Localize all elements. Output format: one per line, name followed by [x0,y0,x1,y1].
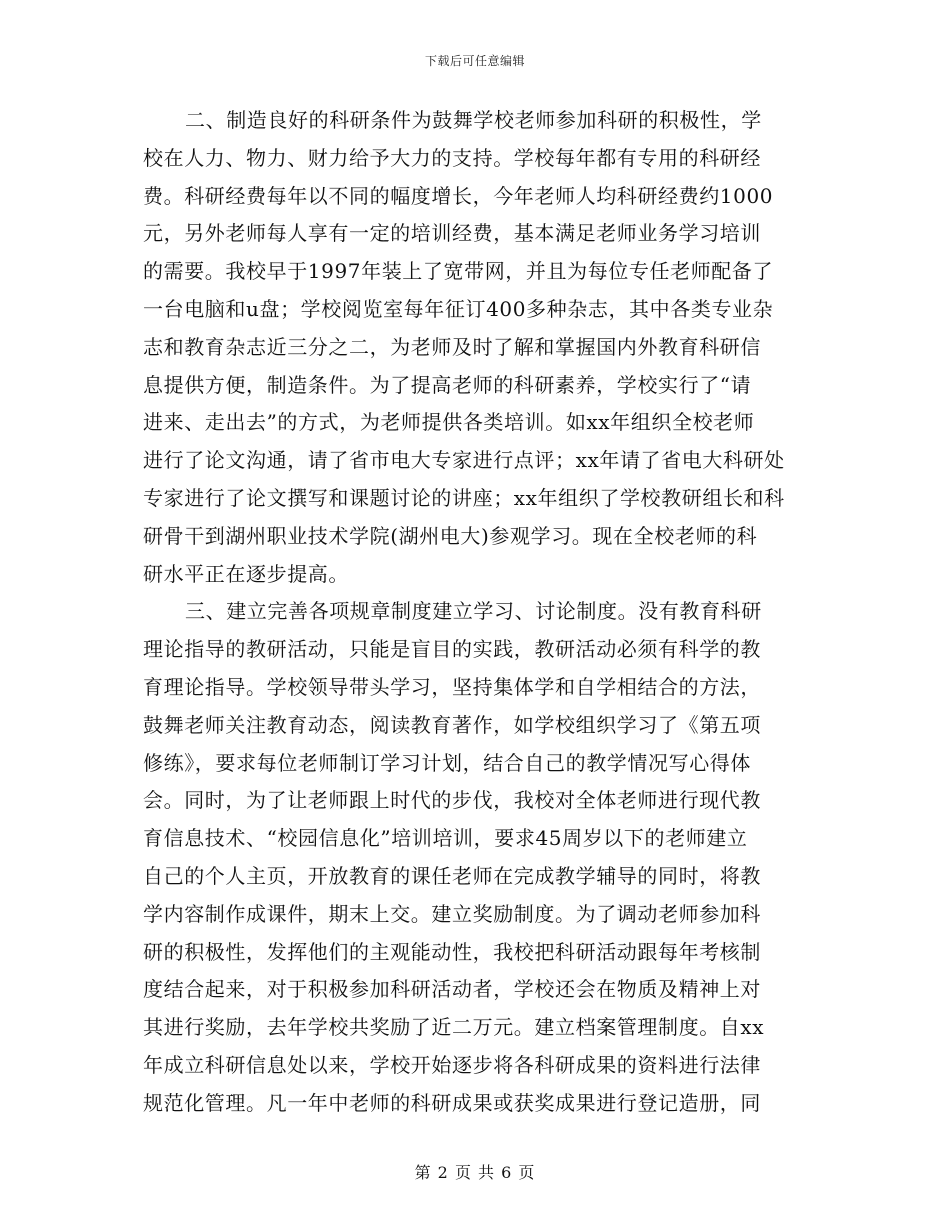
text-line: 进来、走出去”的方式，为老师提供各类培训。如xx年组织全校老师 [143,410,755,435]
text-line: 年成立科研信息处以来，学校开始逐步将各科研成果的资料进行法律 [143,1052,761,1077]
text-line: 研的积极性，发挥他们的主观能动性，我校把科研活动跟每年考核制 [143,939,761,964]
paragraph-2 [143,102,803,593]
page-footer [0,1160,950,1183]
text-line: 修练》，要求每位老师制订学习计划，结合自己的教学情况写心得体 [143,750,751,775]
text-line: 息提供方便，制造条件。为了提高老师的科研素养，学校实行了“请 [143,372,752,397]
page-header [0,52,950,69]
text-line: 育信息技术、“校园信息化”培训培训，要求45周岁以下的老师建立 [143,826,748,851]
text-line: 自己的个人主页，开放教育的课任老师在完成教学辅导的同时，将教 [143,863,761,888]
text-line: 一台电脑和u盘；学校阅览室每年征订400多种杂志，其中各类专业杂 [143,296,774,321]
document-body [143,102,803,1123]
text-line: 其进行奖励，去年学校共奖励了近二万元。建立档案管理制度。自xx [143,1015,765,1040]
page-number: 第 2 页 共 6 页 [414,1163,536,1182]
text-line: 费。科研经费每年以不同的幅度增长，今年老师人均科研经费约1000 [143,183,774,208]
text-line: 理论指导的教研活动，只能是盲目的实践，教研活动必须有科学的教 [143,637,761,662]
text-line: 会。同时，为了让老师跟上时代的步伐，我校对全体老师进行现代教 [143,788,761,813]
text-line: 鼓舞老师关注教育动态，阅读教育著作，如学校组织学习了《第五项 [143,712,761,737]
text-line: 的需要。我校早于1997年装上了宽带网，并且为每位专任老师配备了 [143,259,774,284]
text-line: 进行了论文沟通，请了省市电大专家进行点评；xx年请了省电大科研处 [143,448,785,473]
text-line: 校在人力、物力、财力给予大力的支持。学校每年都有专用的科研经 [143,145,761,170]
text-line: 专家进行了论文撰写和课题讨论的讲座；xx年组织了学校教研组长和科 [143,485,785,510]
text-line: 元，另外老师每人享有一定的培训经费，基本满足老师业务学习培训 [143,221,761,246]
paragraph-3 [143,593,803,1122]
text-line: 研水平正在逐步提高。 [143,561,349,586]
text-line: 三、建立完善各项规章制度建立学习、讨论制度。没有教育科研 [185,599,762,624]
text-line: 育理论指导。学校领导带头学习，坚持集体学和自学相结合的方法， [143,674,761,699]
text-line: 志和教育杂志近三分之二，为老师及时了解和掌握国内外教育科研信 [143,334,761,359]
text-line: 研骨干到湖州职业技术学院(湖州电大)参观学习。现在全校老师的科 [143,523,758,548]
text-line: 二、制造良好的科研条件为鼓舞学校老师参加科研的积极性，学 [185,108,762,132]
text-line: 学内容制作成课件，期末上交。建立奖励制度。为了调动老师参加科 [143,901,761,926]
header-note: 下载后可任意编辑 [424,54,525,68]
text-line: 规范化管理。凡一年中老师的科研成果或获奖成果进行登记造册，同 [143,1090,761,1115]
text-line: 度结合起来，对于积极参加科研活动者，学校还会在物质及精神上对 [143,977,761,1002]
